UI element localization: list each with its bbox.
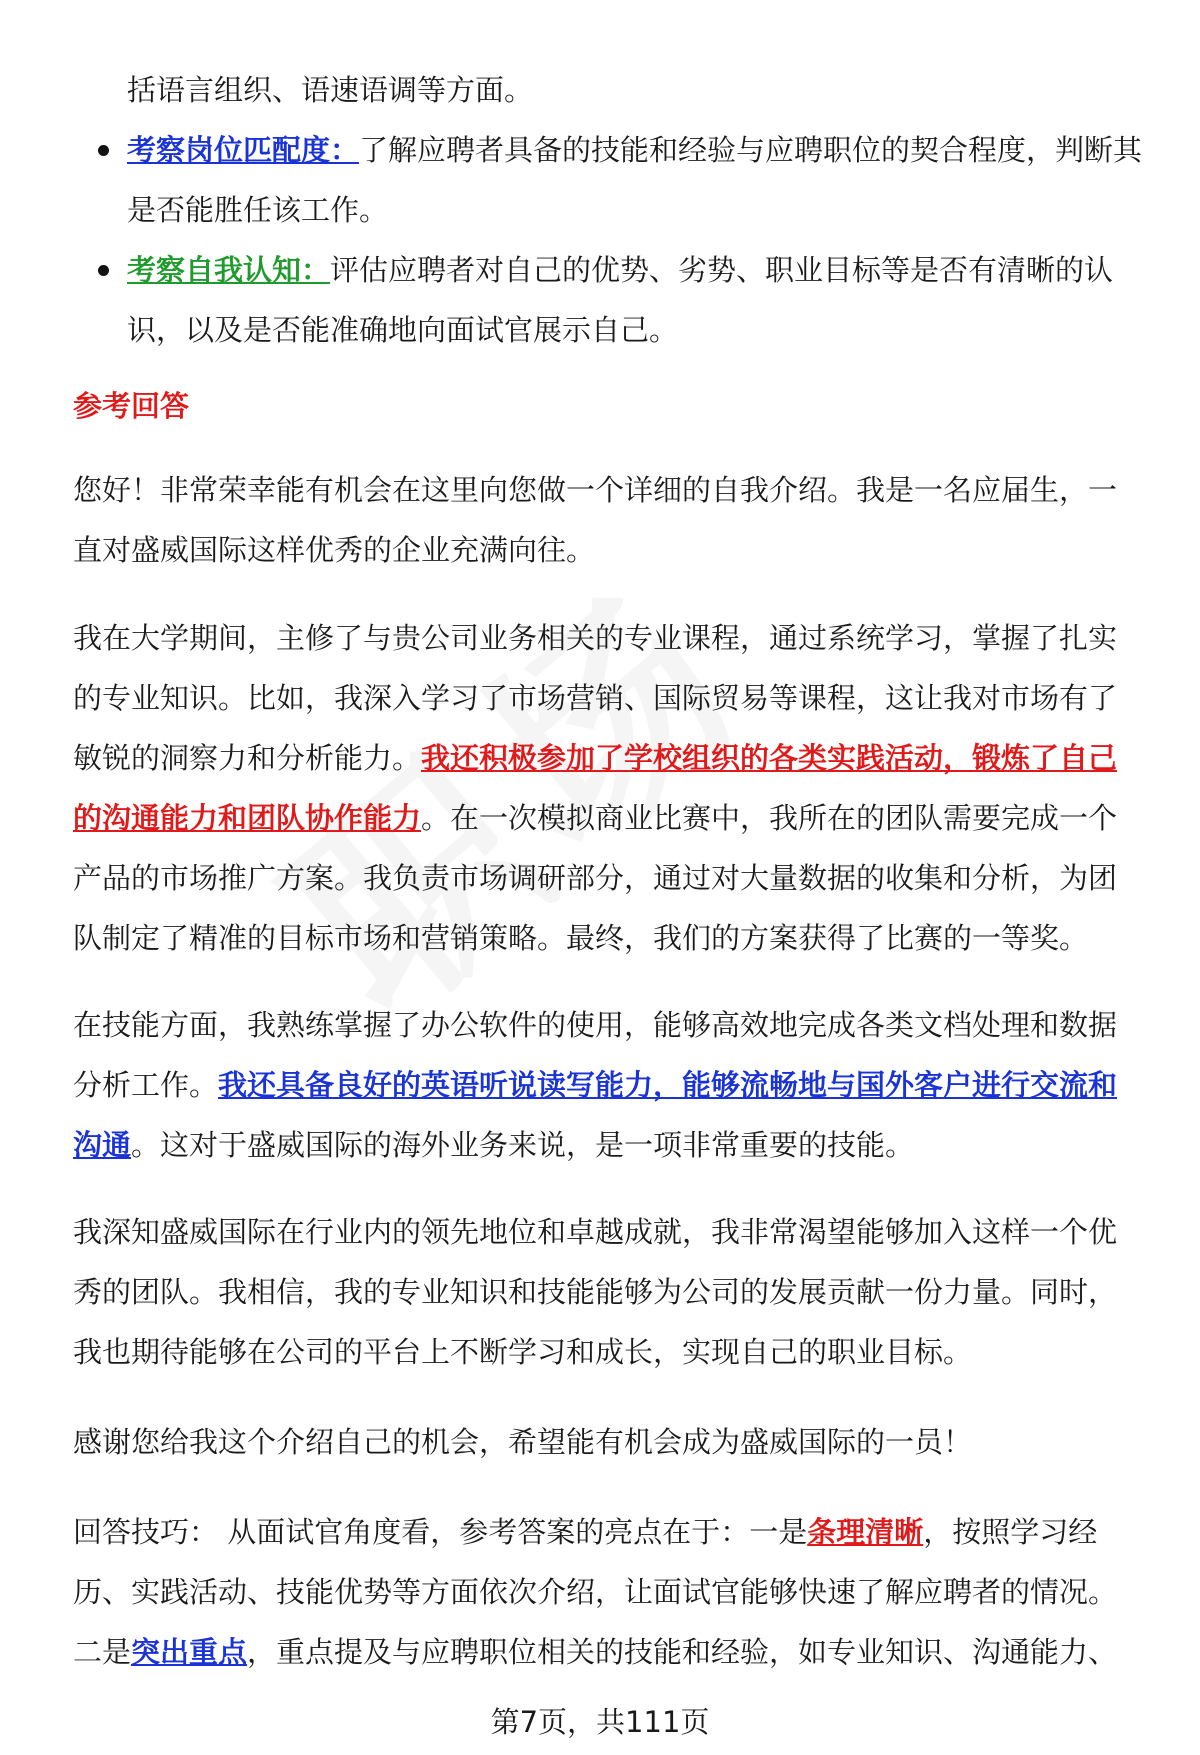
paragraph-tips <box>73 1502 1145 1682</box>
page-number: 第7页，共111页 <box>490 1705 710 1739</box>
section-title: 参考回答 <box>73 389 190 423</box>
text: ，按照学习经历、实践活动、技能优势等方面依次介绍，让面试官能够快速了解应聘者的情况。二是 <box>73 1515 1118 1669</box>
bullet-text: 评估应聘者对自己的优势、劣势、职业目标等是否有清晰的认识，以及是否能准确地向面试官展示自己。 <box>127 253 1114 347</box>
bullet-dot-icon <box>98 265 109 276</box>
bullet-text: 了解应聘者具备的技能和经验与应聘职位的契合程度，判断其是否能胜任该工作。 <box>127 133 1143 227</box>
bullet-item-match <box>127 120 1145 240</box>
paragraph-study <box>73 608 1145 968</box>
top-line: 括语言组织、语速语调等方面。 <box>127 73 534 107</box>
text: 在技能方面，我熟练掌握了办公软件的使用，能够高效地完成各类文档处理和数据分析工作。 <box>73 1008 1118 1102</box>
highlight: 突出重点 <box>131 1635 248 1669</box>
bullet-label: 考察岗位匹配度： <box>127 133 360 167</box>
bullet-dot-icon <box>98 145 109 156</box>
bullet-label: 考察自我认知： <box>127 253 331 287</box>
paragraph-thanks: 感谢您给我这个介绍自己的机会，希望能有机会成为盛威国际的一员！ <box>73 1425 973 1459</box>
paragraph-intro: 您好！非常荣幸能有机会在这里向您做一个详细的自我介绍。我是一名应届生，一直对盛威国际这样优秀的企业充满向往。 <box>73 473 1118 567</box>
text: ，重点提及与应聘职位相关的技能和经验，如专业知识、沟通能力、 <box>247 1635 1118 1669</box>
highlight: 条理清晰 <box>807 1515 924 1549</box>
text: 。这对于盛威国际的海外业务来说，是一项非常重要的技能。 <box>131 1128 915 1162</box>
bullet-item-self <box>127 240 1145 360</box>
paragraph-skills <box>73 995 1145 1175</box>
text: 回答技巧： 从面试官角度看，参考答案的亮点在于：一是 <box>73 1515 808 1549</box>
text: 我在大学期间，主修了与贵公司业务相关的专业课程，通过系统学习，掌握了扎实的专业知识。比如，我深入学习了市场营销、国际贸易等课程，这让我对市场有了敏锐的洞察力和分析能力。 <box>73 621 1118 775</box>
highlight: 我还具备良好的英语听说读写能力，能够流畅地与国外客户进行交流和沟通 <box>73 1068 1118 1162</box>
paragraph-motivation: 我深知盛威国际在行业内的领先地位和卓越成就，我非常渴望能够加入这样一个优秀的团队。我相信，我的专业知识和技能能够为公司的发展贡献一份力量。同时，我也期待能够在公司的平台上不断学习和成长，实现自己的职业目标。 <box>73 1215 1118 1369</box>
text: 。在一次模拟商业比赛中，我所在的团队需要完成一个产品的市场推广方案。我负责市场调研部分，通过对大量数据的收集和分析，为团队制定了精准的目标市场和营销策略。最终，我们的方案获得了比赛的一等奖。 <box>73 801 1118 955</box>
highlight: 我还积极参加了学校组织的各类实践活动，锻炼了自己的沟通能力和团队协作能力 <box>73 741 1118 835</box>
